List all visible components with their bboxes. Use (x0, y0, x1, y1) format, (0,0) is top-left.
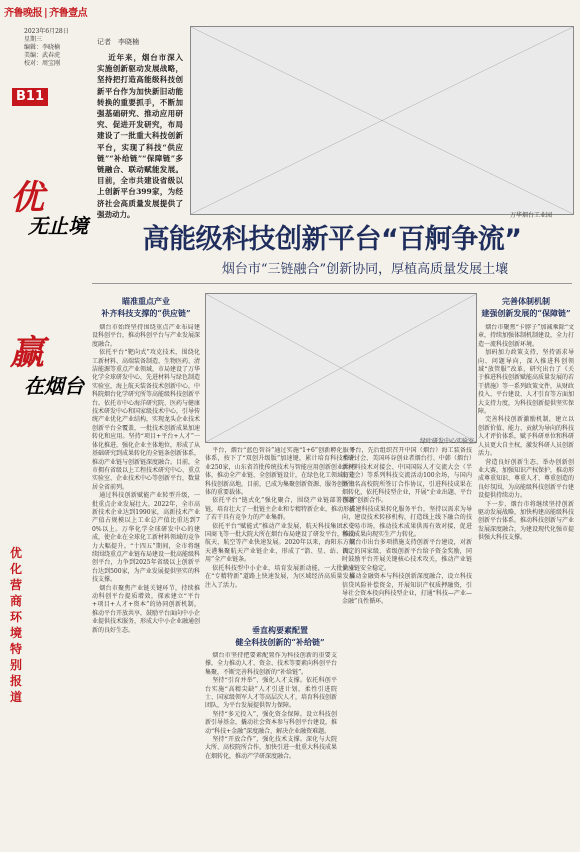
photo-wanhua-park (190, 26, 574, 215)
paper-name: 齐鲁晚报 (4, 8, 42, 19)
body-column-3 (205, 652, 337, 848)
paragraph: 推动金融资本与科技创新深度融合，设立科技信贷风险补偿资金，开展知识产权质押融资，引导社会资本投向科技型企业，打通“科技—产业—金融”良性循环。 (342, 573, 472, 606)
paragraph: 下一步，烟台市将继续坚持创新驱动发展战略，加快构建高能级科技创新平台体系，推动科技创新与产业发展深度融合，为建设现代化强市提供强大科技支撑。 (478, 500, 574, 542)
body-column-4 (342, 447, 472, 848)
paragraph: 平台，先后组织召开中国（烟台）海工装备技术研讨会、美国环谷创业者烟台行、中韩（烟台）新材料技术对接会、中国国际人才交流大会（半岛分会）等系列科技交流活动100余场，与国内外知名高校院所签订合作协议，引进科技成果在烟转化，依托科技型企业，开展“企业出题、平台答题”创新合作。 (342, 447, 472, 505)
paragraph: 烟台市坚持把要素配置作为科技创新的重要支撑，全力推动人才、资金、技术等要素向科创平台集聚，不断完善科技创新的“补给链”。 (205, 652, 337, 676)
paragraph: 烟台市聚焦“卡脖子”加减乘除“文章，持续加强体制机制建设，全力打造一流科技创新环境。 (478, 324, 574, 348)
edition-name: 齐鲁壹点 (49, 8, 88, 19)
byline: 记者 李晓楠 (97, 38, 139, 46)
slogan-you: 优 (10, 178, 44, 218)
special-report-caption: 优化营商环境特别报道 (10, 546, 23, 704)
photo-lab (205, 293, 477, 443)
editor-credit: 编辑：李晓楠 (24, 44, 61, 51)
paragraph: 烟台市出台多项措施支持创新平台建设，对新认定的国家级、省级创新平台给予资金奖励，同时鼓励平台开展关键核心技术攻关，推动产业链供应链安全稳定。 (342, 539, 472, 572)
body-column-2 (205, 447, 355, 621)
section3-title: 完善体制机制 (502, 296, 550, 306)
paragraph: 通过科技创新赋能产业转型升级，一批重点企业发展壮大。2022年，全市高新技术企业达到1990家，高新技术产业产值占规模以上工业总产值比重达到70%以上。万华化学全球研发中心的建成，使企业在全球化工新材料领域的竞争力大幅提升。“十四五”期间，全市将继续围绕重点产业链布局建设一批高能级科创平台，力争到2025年省级以上创新平台达到500家，为产业发展提供坚实的科技支撑。 (92, 492, 200, 584)
paragraph: 依托平台“赋能式”推动产业发展，航天科技集团、中国商飞等一批大院大所在烟台布局建设了研发平台，推动航天、航空等产业快速发展。2020年以来，海阳东方航天港集聚航天产业链企业，形成了“箭、星、站、测、用”全产业链条。 (205, 522, 355, 564)
paragraph: 坚持“引育并举”，强化人才支撑。依托科创平台实施“高精尖缺”人才引进计划，柔性引进院士、国家级领军人才等高层次人才，培育科技创新团队，为平台发展提供智力保障。 (205, 677, 337, 710)
paragraph: 完善科技创新激励机制，建立以创新价值、能力、贡献为导向的科技人才评价体系，赋予科研单位和科研人员更大自主权，激发科研人员创新活力。 (478, 416, 574, 458)
slogan-wuzhijing: 无止境 (28, 214, 88, 238)
designer-credit: 美编：武春虎 (24, 52, 61, 59)
lead-paragraph: 近年来，烟台市深入实施创新驱动发展战略，坚持把打造高能级科技创新平台作为加快新旧动能转换的重要抓手，不断加强基础研究、推动应用研究、促进开发研究，布局建设了一批重大科技创新平台，实现了科技“供应链”“补给链”“保障链”多链融合、联动赋能发展。目前，全市共建设省级以上创新平台399家，为经济社会高质量发展提供了强劲动力。 (97, 53, 183, 219)
paragraph: 营造良好创新生态，举办创新创业大赛，加强知识产权保护，推动形成尊重知识、尊重人才、尊重创造的良好氛围，为高能级科技创新平台建设提供持续动力。 (478, 458, 574, 500)
section2-subtitle: 健全科技创新的“补给链” (235, 637, 325, 647)
slogan-zaiyantai: 在烟台 (24, 374, 84, 398)
slogan-line4 (24, 370, 100, 399)
masthead-separator: | (44, 8, 48, 19)
photo-caption-lab: 绿叶研发中心实验室。 (420, 438, 481, 445)
masthead (4, 4, 88, 19)
photo-caption-top: 万华烟台工业园 (510, 212, 553, 219)
paragraph: 依托科技型中小企业，培育发展新动能，一大批企业在“专精特新”道路上快速发展，为区域经济高质量发展注入了活力。 (205, 564, 355, 589)
body-column-5 (478, 324, 574, 848)
slogan-ying: 赢 (10, 333, 44, 373)
section1-title: 瞄准重点产业 (122, 296, 170, 306)
divider (92, 283, 572, 284)
paragraph: 坚持“多元投入”，强化资金保障。设立科技创新引导基金，撬动社会资本参与科创平台建设，推动“科技+金融”深度融合，解决企业融资难题。 (205, 710, 337, 735)
paragraph: 依托平台“靶向式”攻克技术，围绕化工新材料、高端装备制造、生物医药、清洁能源等重点产业领域，市局建设了万华化学全球研发中心，先进材料与绿色制造实验室，海上航天装备技术创新中心，中科院烟台化学研究所等高能级科技创新平台。依托市中心海洋研究院、医药与健康技术研发中心和国家级技术中心，引导传统产业优化产业结构，实现龙头企业技术创新平台全覆盖，一批技术创新成果加速转化和应用。坚持“项目+平台+人才”一体化推进，强化企业主体地位，形成了从基础研究到成果转化的全链条创新体系，推动产业链与创新链深度融合。目前，全市拥有省级以上工程技术研究中心、重点实验室、企业技术中心等创新平台，数量居全省前列。 (92, 349, 200, 491)
paragraph: 烟台市聚焦产业链关键环节，持续推动科创平台提质增效，探索建立“平台+项目+人才+资本”的协同创新机制，推动平台开放共享，鼓励平台面向中小企业提供技术服务，形成大中小企业融通创新的良好生态。 (92, 584, 200, 634)
issue-weekday: 星期三 (24, 36, 43, 43)
body-column-1 (92, 324, 200, 848)
slogan-line3 (10, 325, 86, 374)
paragraph: 依托平台“链式化”强化聚合，围绕产业链部署创新链，培育壮大了一批链主企业和专精特新企业，推动形成了若干具有竞争力的产业集群。 (205, 497, 355, 522)
paragraph: 搭建科技成果转化服务平台，坚持以需求为导向，建设技术转移机构，打造线上线下融合的技术交易市场，推动技术成果供需有效对接，促进科技成果向现实生产力转化。 (342, 505, 472, 539)
paragraph: 坚持“开放合作”，强化技术支撑。深化与大院大所、高校院所合作，加快引进一批重大科技成果在烟转化，推动产学研深度融合。 (205, 736, 337, 760)
paragraph: 烟台市始终坚持围绕重点产业布局建设科创平台，推动科创平台与产业发展深度融合。 (92, 324, 200, 348)
paragraph: 加码加力政策支持，坚持需求导向、问题导向，深入推进科创领域“放管服”改革，研究出台了《关于推进科技创新赋能高质量发展的若干措施》等一系列政策文件，从财政投入、平台建设、人才引育等方面加大支持力度，为科技创新提供坚实保障。 (478, 349, 574, 416)
proofreader-credit: 校对：周宝刚 (24, 60, 61, 67)
section2-title: 垂直构要素配置 (252, 625, 308, 635)
subheadline: 烟台市“三链融合”创新协同，厚植高质量发展土壤 (221, 262, 509, 277)
paragraph: 平台，烟台“蓝色智谷”通过实施“1+6”创新孵化服务体系，按下了“双创升级版”加速键，累计培育科技型企业250家，山东省首批传统技术与智能应用创新创业共同体，推动全产业链、全创新链设计，在绿色化工领域打造科技创新高地，目前，已成为集聚创新资源、服务创新主体的重要载体。 (205, 447, 355, 497)
section3-subtitle: 建强创新发展的“保障链” (481, 308, 571, 318)
headline: 高能级科技创新平台“百舸争流” (142, 224, 522, 255)
issue-date: 2023年6月28日 (24, 28, 69, 35)
section1-subtitle: 补齐科技支撑的“供应链” (101, 308, 191, 318)
page-number: B11 (12, 88, 48, 106)
